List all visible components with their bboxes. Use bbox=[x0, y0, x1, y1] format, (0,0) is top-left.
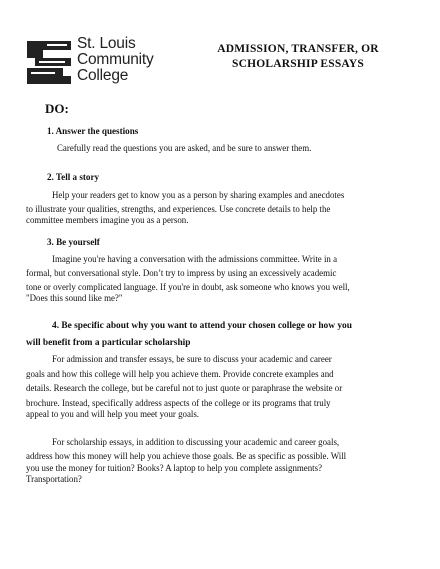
section-4-para2-line-4: Transportation? bbox=[26, 474, 82, 484]
section-4-heading-line-1: 4. Be specific about why you want to attend your chosen college or how you bbox=[52, 321, 352, 331]
section-4-heading-line-2: will benefit from a particular scholarship bbox=[26, 338, 191, 348]
section-3-line-1: Imagine you're having a conversation with the admissions committee. Write in a bbox=[52, 254, 338, 264]
section-4-para2-line-2: address how this money will help you achieve those goals. Be as specific as possible. Will bbox=[26, 451, 347, 461]
section-1-heading: 1. Answer the questions bbox=[47, 126, 139, 136]
college-name bbox=[77, 36, 154, 84]
section-4-para1-line-5: appeal to you and will help you meet your goals. bbox=[26, 409, 200, 419]
section-2-heading: 2. Tell a story bbox=[47, 172, 100, 182]
section-3-line-2: formal, but conversational style. Don’t try to impress by using an excessively academic bbox=[26, 268, 337, 278]
college-logo bbox=[25, 36, 175, 88]
college-logo-mark-icon bbox=[25, 38, 73, 86]
title-line2: SCHOLARSHIP ESSAYS bbox=[232, 58, 364, 70]
document-title bbox=[188, 42, 408, 72]
section-2-line-2: to illustrate your qualities, strengths, and experiences. Use concrete details to help the bbox=[26, 204, 331, 214]
college-name-line1: St. Louis bbox=[77, 35, 136, 52]
title-line1: ADMISSION, TRANSFER, OR bbox=[217, 43, 379, 55]
section-4-para1-line-2: goals and how this college will help you achieve them. Provide concrete examples and bbox=[26, 369, 334, 379]
section-3-heading: 3. Be yourself bbox=[47, 237, 100, 247]
college-name-line2: Community bbox=[77, 51, 154, 68]
do-label: DO: bbox=[45, 101, 69, 116]
section-1-line-1: Carefully read the questions you are asked, and be sure to answer them. bbox=[57, 143, 312, 153]
section-4-para1-line-3: details. Research the college, but be careful not to just quote or paraphrase the website or bbox=[26, 383, 343, 393]
section-3-line-3: tone or overly complicated language. If you're in doubt, ask someone who knows you well, bbox=[26, 282, 350, 292]
section-4-para1-line-4: brochure. Instead, specifically address aspects of the college or its programs that truly bbox=[26, 398, 331, 408]
college-name-line3: College bbox=[77, 67, 129, 84]
section-2-line-1: Help your readers get to know you as a person by sharing examples and anecdotes bbox=[52, 190, 345, 200]
section-2-line-3: committee members imagine you as a person. bbox=[26, 215, 189, 225]
section-4-para2-line-3: you use the money for tuition? Books? A laptop to help you complete assignments? bbox=[26, 463, 323, 473]
section-4-para1-line-1: For admission and transfer essays, be sure to discuss your academic and career bbox=[52, 354, 332, 364]
section-3-line-4: "Does this sound like me?" bbox=[26, 293, 123, 303]
section-4-para2-line-1: For scholarship essays, in addition to discussing your academic and career goals, bbox=[52, 437, 340, 447]
